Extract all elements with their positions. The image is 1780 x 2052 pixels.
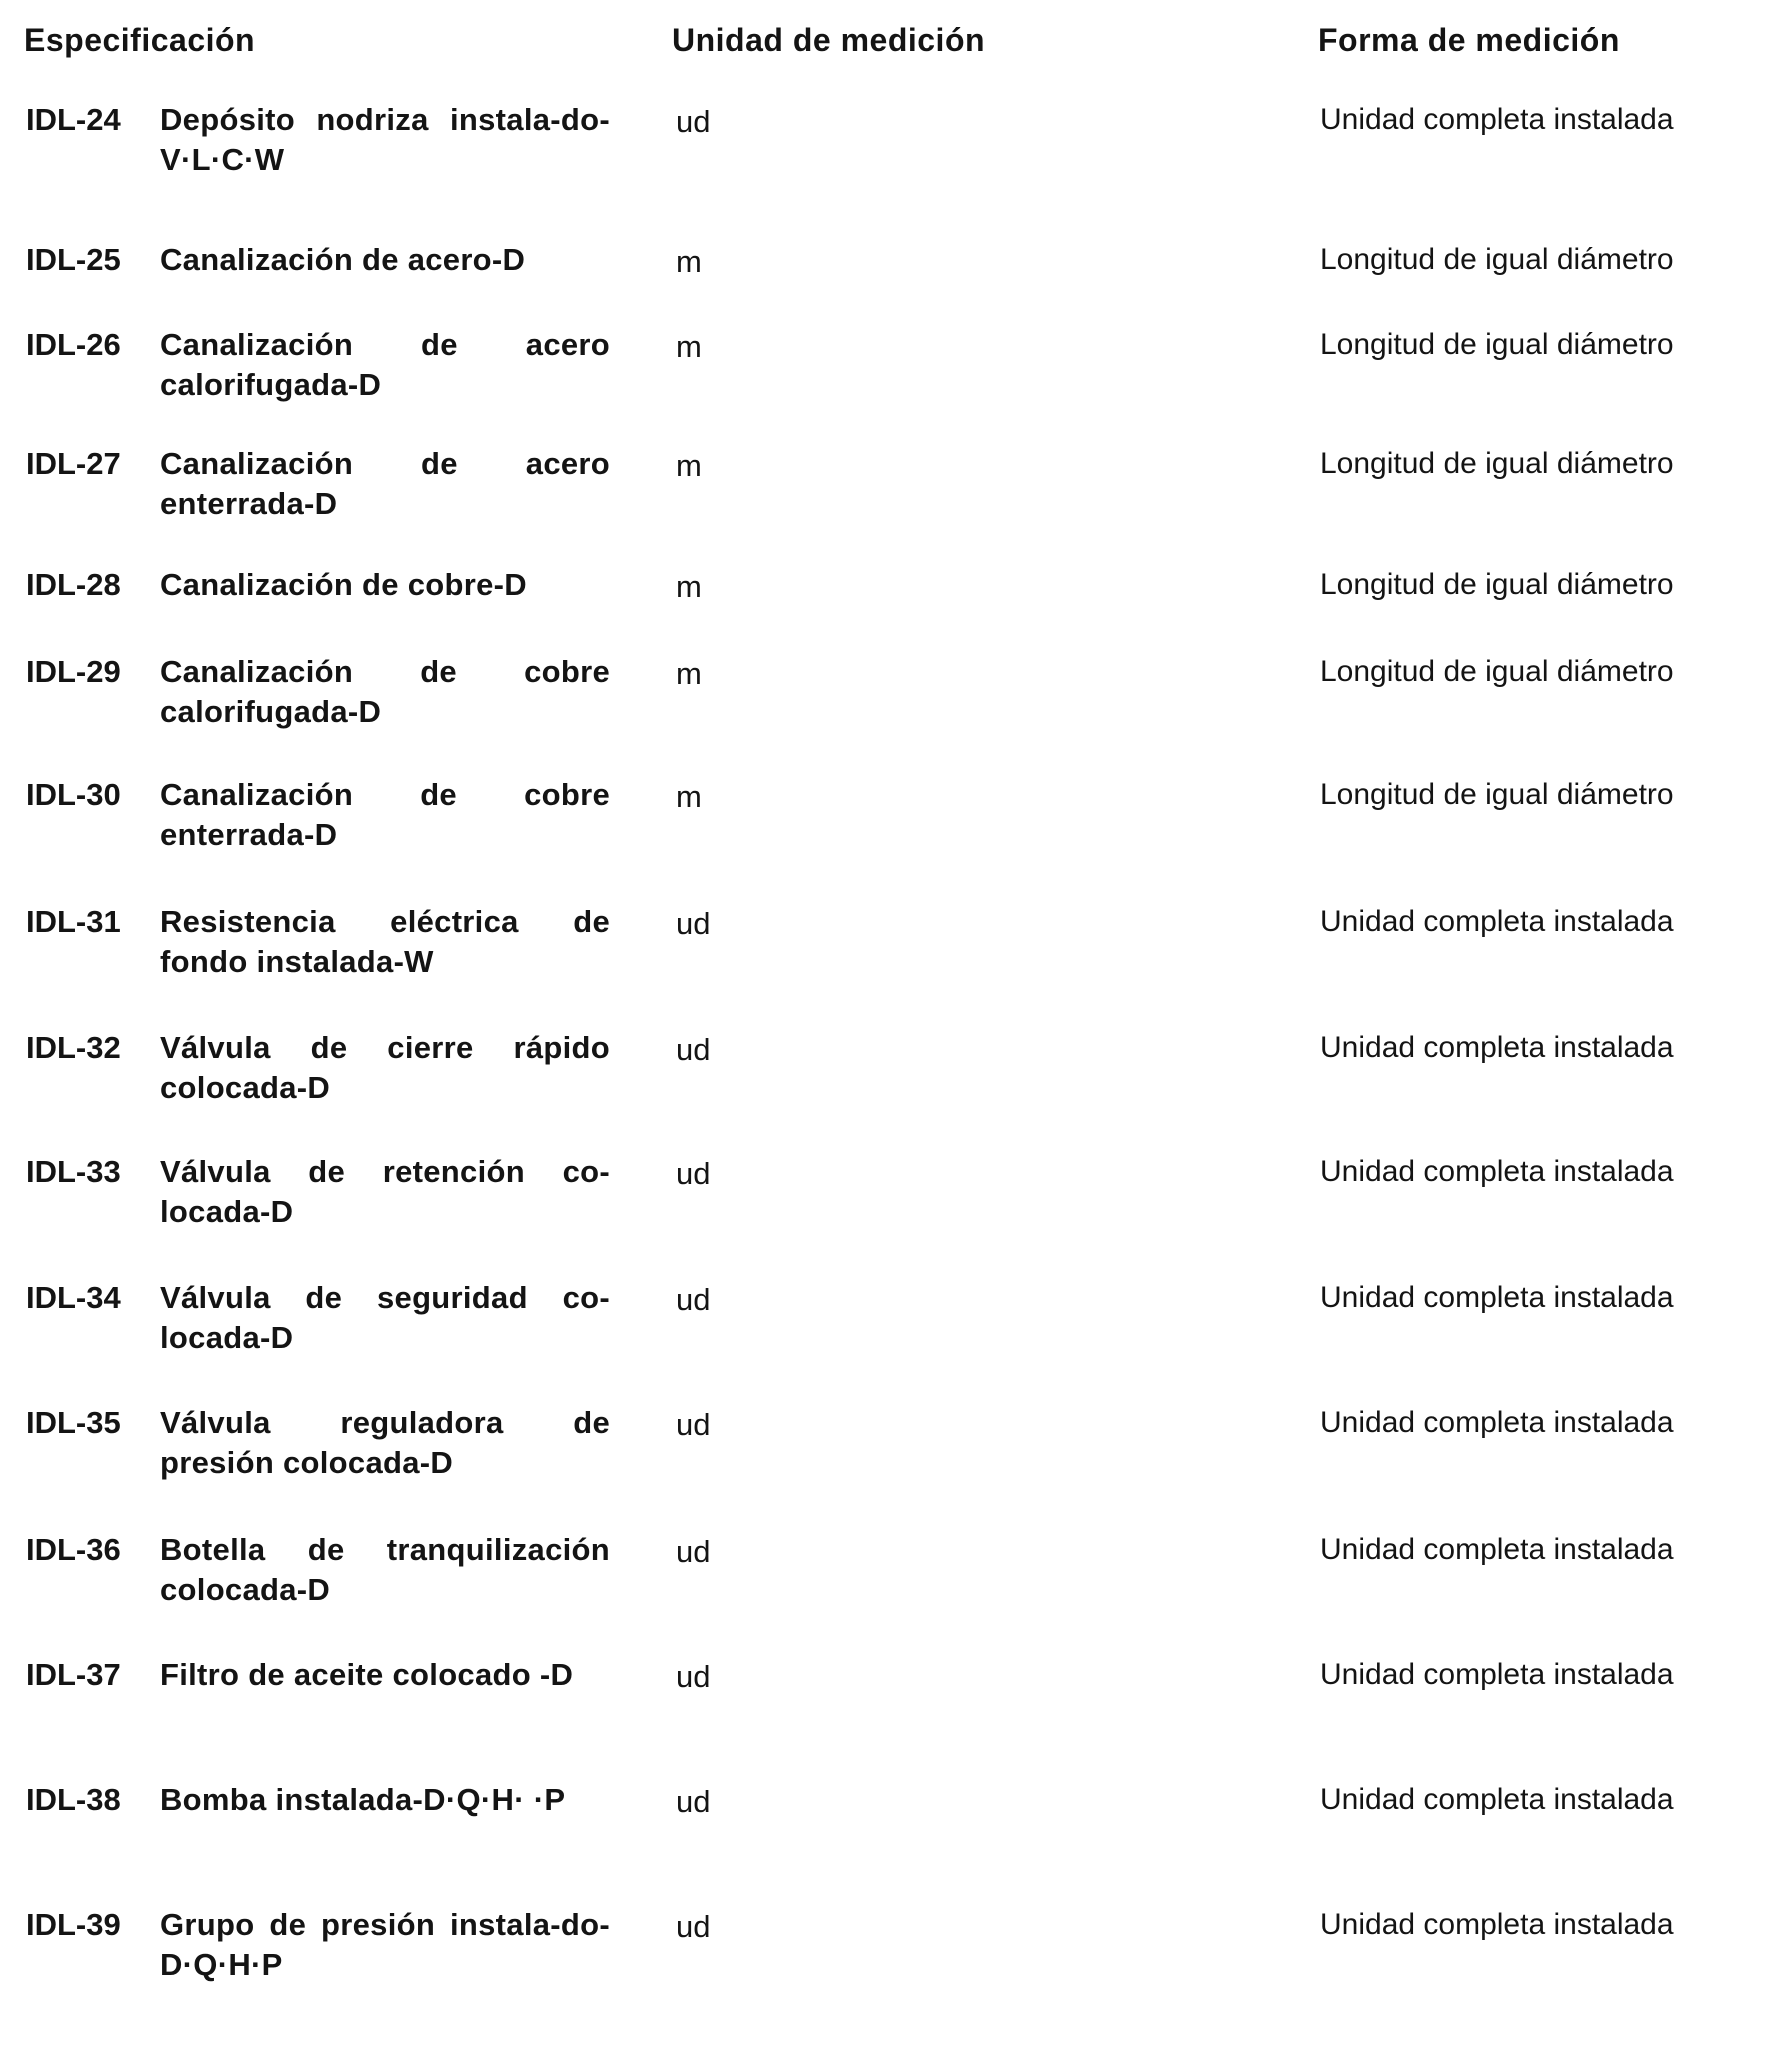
- spec-unit: ud: [676, 1534, 711, 1569]
- spec-row: [0, 100, 1780, 200]
- spec-code: IDL-28: [26, 567, 121, 602]
- spec-description: Válvula de cierre rápido colocada-D: [160, 1030, 610, 1105]
- spec-code: IDL-30: [26, 777, 121, 812]
- spec-measurement-form: Unidad completa instalada: [1320, 1783, 1674, 1816]
- spec-row: [0, 1780, 1780, 1880]
- spec-unit: ud: [676, 1032, 711, 1067]
- spec-measurement-form: Longitud de igual diámetro: [1320, 778, 1674, 811]
- spec-measurement-form: Longitud de igual diámetro: [1320, 568, 1674, 601]
- spec-code: IDL-35: [26, 1405, 121, 1440]
- spec-unit: m: [676, 779, 702, 814]
- spec-description: Grupo de presión instala-do-D·Q·H·P: [160, 1907, 610, 1982]
- spec-unit: ud: [676, 1156, 711, 1191]
- spec-row: [0, 325, 1780, 425]
- spec-code: IDL-27: [26, 446, 121, 481]
- spec-description: Canalización de acero enterrada-D: [160, 446, 610, 521]
- spec-description: Válvula de retención co-locada-D: [160, 1154, 610, 1229]
- spec-description: Canalización de acero calorifugada-D: [160, 327, 610, 402]
- spec-code: IDL-31: [26, 904, 121, 939]
- spec-measurement-form: Longitud de igual diámetro: [1320, 447, 1674, 480]
- spec-code: IDL-39: [26, 1907, 121, 1942]
- spec-code: IDL-38: [26, 1782, 121, 1817]
- header-especificacion: Especificación: [24, 22, 256, 58]
- spec-code: IDL-32: [26, 1030, 121, 1065]
- spec-unit: m: [676, 244, 702, 279]
- spec-measurement-form: Unidad completa instalada: [1320, 1908, 1674, 1941]
- spec-code: IDL-33: [26, 1154, 121, 1189]
- spec-description: Canalización de acero-D: [160, 242, 526, 277]
- spec-unit: m: [676, 656, 702, 691]
- spec-measurement-form: Unidad completa instalada: [1320, 1155, 1674, 1188]
- spec-row: [0, 775, 1780, 875]
- spec-measurement-form: Unidad completa instalada: [1320, 1406, 1674, 1439]
- spec-code: IDL-37: [26, 1657, 121, 1692]
- spec-measurement-form: Unidad completa instalada: [1320, 1031, 1674, 1064]
- spec-row: [0, 565, 1780, 665]
- spec-code: IDL-26: [26, 327, 121, 362]
- spec-row: [0, 1655, 1780, 1755]
- spec-measurement-form: Longitud de igual diámetro: [1320, 655, 1674, 688]
- spec-measurement-form: Longitud de igual diámetro: [1320, 243, 1674, 276]
- spec-description: Válvula de seguridad co-locada-D: [160, 1280, 610, 1355]
- spec-unit: ud: [676, 906, 711, 941]
- spec-code: IDL-34: [26, 1280, 121, 1315]
- spec-description: Depósito nodriza instala-do-V·L·C·W: [160, 102, 610, 177]
- spec-description: Canalización de cobre-D: [160, 567, 527, 602]
- spec-code: IDL-25: [26, 242, 121, 277]
- spec-code: IDL-29: [26, 654, 121, 689]
- spec-unit: m: [676, 329, 702, 364]
- spec-measurement-form: Unidad completa instalada: [1320, 103, 1674, 136]
- spec-unit: ud: [676, 1659, 711, 1694]
- spec-row: [0, 444, 1780, 544]
- spec-row: [0, 902, 1780, 1002]
- spec-code: IDL-24: [26, 102, 121, 137]
- spec-code: IDL-36: [26, 1532, 121, 1567]
- spec-row: [0, 1905, 1780, 2005]
- spec-row: [0, 1403, 1780, 1503]
- spec-unit: ud: [676, 1282, 711, 1317]
- spec-unit: m: [676, 448, 702, 483]
- spec-description: Filtro de aceite colocado -D: [160, 1657, 574, 1692]
- spec-description: Resistencia eléctrica de fondo instalada-W: [160, 904, 610, 979]
- spec-measurement-form: Unidad completa instalada: [1320, 1281, 1674, 1314]
- spec-row: [0, 1530, 1780, 1630]
- spec-row: [0, 652, 1780, 752]
- spec-unit: ud: [676, 1909, 711, 1944]
- header-forma-medicion: Forma de medición: [1318, 22, 1620, 58]
- spec-row: [0, 1028, 1780, 1128]
- spec-measurement-form: Unidad completa instalada: [1320, 905, 1674, 938]
- spec-measurement-form: Unidad completa instalada: [1320, 1658, 1674, 1691]
- spec-unit: ud: [676, 1784, 711, 1819]
- spec-unit: ud: [676, 104, 711, 139]
- spec-measurement-form: Longitud de igual diámetro: [1320, 328, 1674, 361]
- spec-measurement-form: Unidad completa instalada: [1320, 1533, 1674, 1566]
- spec-unit: ud: [676, 1407, 711, 1442]
- spec-description: Válvula reguladora de presión colocada-D: [160, 1405, 610, 1480]
- header-unidad-medicion: Unidad de medición: [672, 22, 986, 58]
- spec-unit: m: [676, 569, 702, 604]
- spec-description: Botella de tranquilización colocada-D: [160, 1532, 610, 1607]
- spec-row: [0, 1278, 1780, 1378]
- spec-description: Bomba instalada-D·Q·H· ·P: [160, 1782, 566, 1817]
- spec-description: Canalización de cobre enterrada-D: [160, 777, 610, 852]
- spec-description: Canalización de cobre calorifugada-D: [160, 654, 610, 729]
- spec-row: [0, 1152, 1780, 1252]
